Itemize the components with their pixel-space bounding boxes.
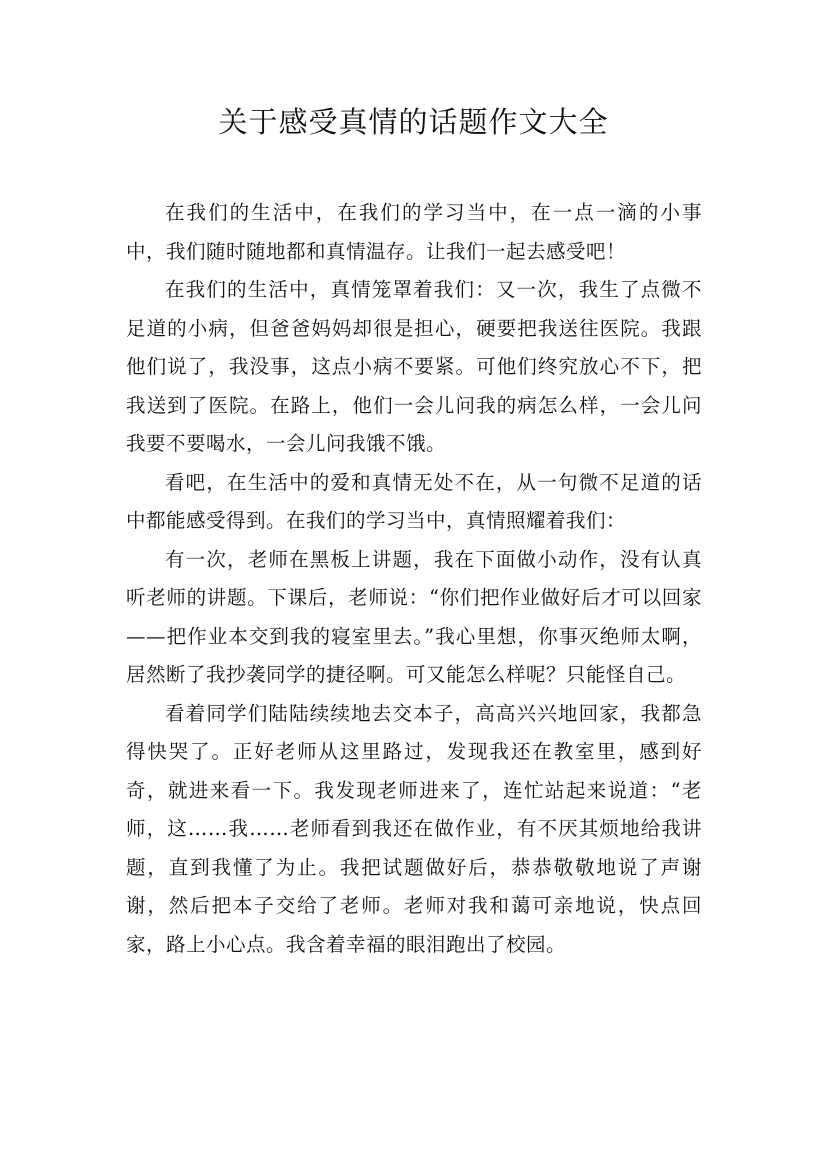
paragraph-teacher-help: 看着同学们陆陆续续地去交本子，高高兴兴地回家，我都急得快哭了。正好老师从这里路过，发现我还在教室里，感到好奇，就进来看一下。我发现老师进来了，连忙站起来说道：“老师，这……我……老师看到我还在做作业，有不厌其烦地给我讲题，直到我懂了为止。我把试题做好后，恭恭敬敬地说了声谢谢，然后把本子交给了老师。老师对我和蔼可亲地说，快点回家，路上小心点。我含着幸福的眼泪跑出了校园。	[126, 701, 702, 956]
paragraph-love-everywhere: 看吧，在生活中的爱和真情无处不在，从一句微不足道的话中都能感受得到。在我们的学习当中，真情照耀着我们：	[126, 470, 702, 532]
document-title: 关于感受真情的话题作文大全	[218, 105, 609, 139]
paragraph-life-illness: 在我们的生活中，真情笼罩着我们：又一次，我生了点微不足道的小病，但爸爸妈妈却很是担心，硬要把我送往医院。我跟他们说了，我没事，这点小病不要紧。可他们终究放心不下，把我送到了医院。在路上，他们一会儿问我的病怎么样，一会儿问我要不要喝水，一会儿问我饿不饿。	[126, 278, 702, 455]
paragraph-teacher-homework: 有一次，老师在黑板上讲题，我在下面做小动作，没有认真听老师的讲题。下课后，老师说：“你们把作业做好后才可以回家——把作业本交到我的寝室里去。”我心里想，你事灭绝师太啊，居然断了我抄袭同学的捷径啊。可又能怎么样呢？只能怪自己。	[126, 547, 702, 686]
paragraph-intro: 在我们的生活中，在我们的学习当中，在一点一滴的小事中，我们随时随地都和真情温存。让我们一起去感受吧！	[126, 201, 702, 263]
document-body	[126, 194, 702, 964]
